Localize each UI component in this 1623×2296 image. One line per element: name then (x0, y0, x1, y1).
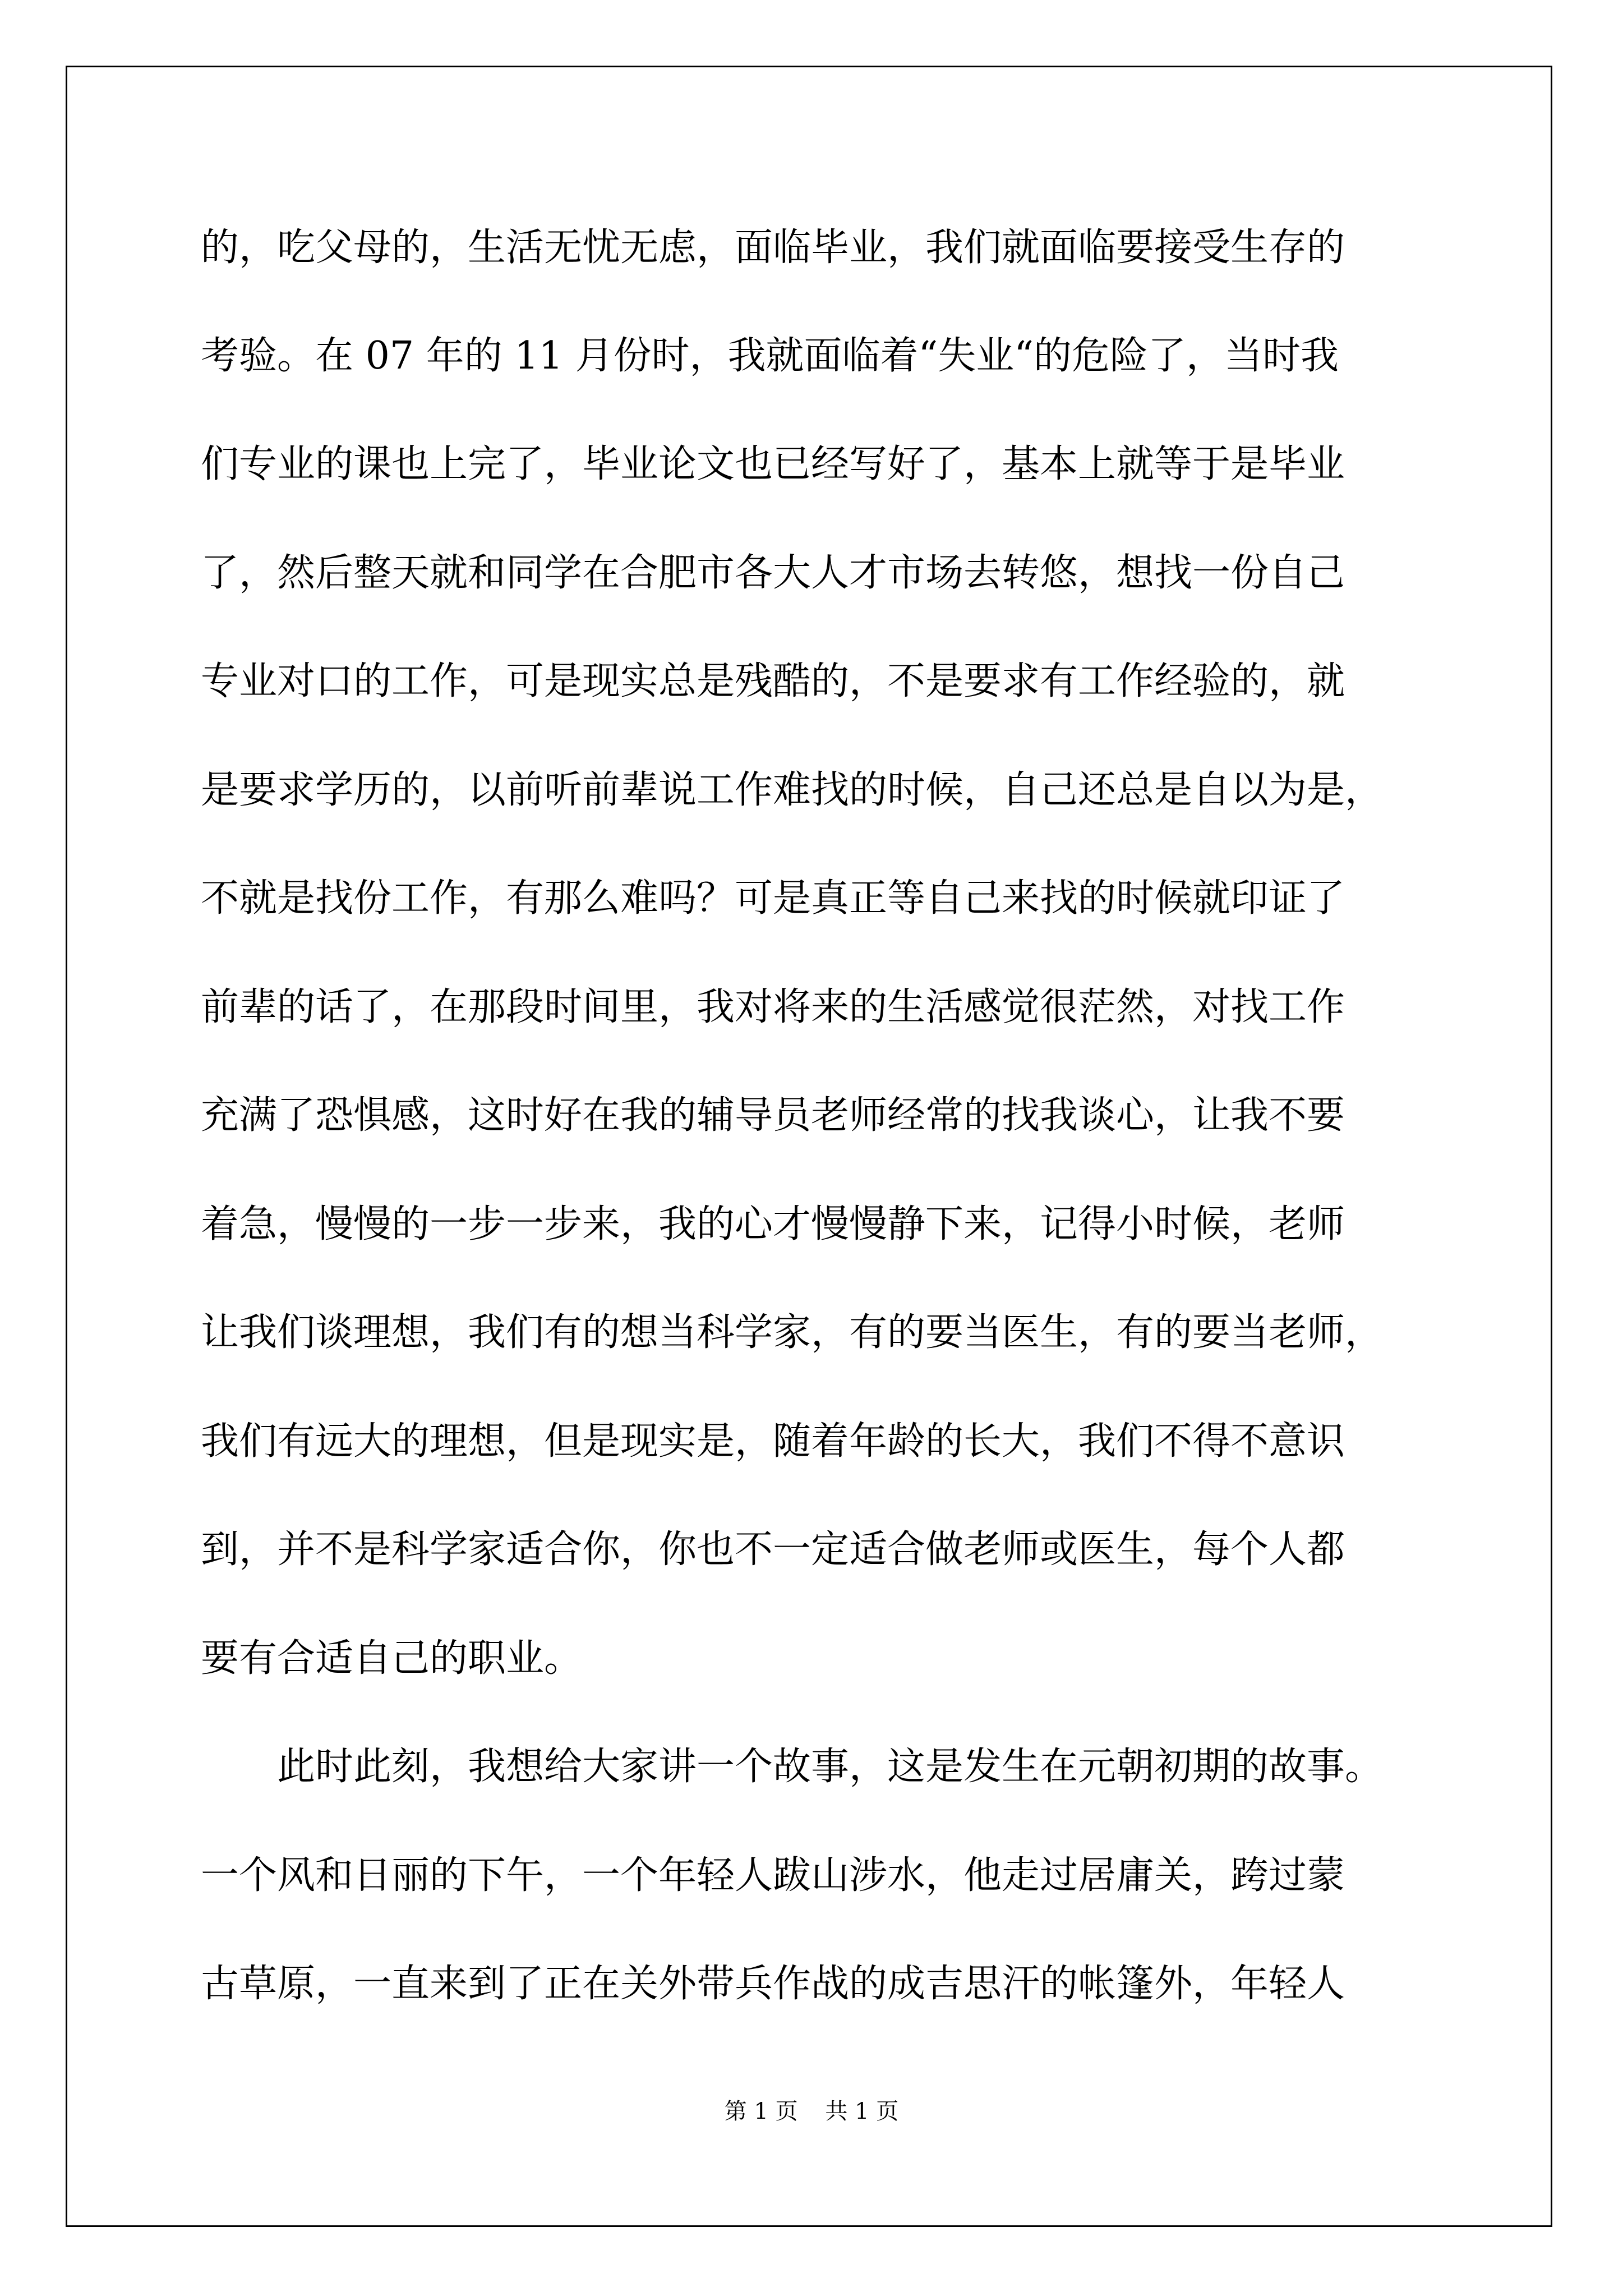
text-line: 要有合适自己的职业。 (201, 1636, 583, 1681)
text-line: 们专业的课也上完了，毕业论文也已经写好了，基本上就等于是毕业 (201, 442, 1345, 486)
text-line: 考验。在 07 年的 11 月份时，我就面临着“失业“的危险了，当时我 (201, 334, 1339, 378)
text-line: 古草原，一直来到了正在关外带兵作战的成吉思汗的帐篷外，年轻人 (201, 1962, 1345, 2006)
text-line: 了，然后整天就和同学在合肥市各大人才市场去转悠，想找一份自己 (201, 551, 1345, 595)
text-line: 的，吃父母的，生活无忧无虑，面临毕业，我们就面临要接受生存的 (201, 226, 1345, 270)
text-line: 到，并不是科学家适合你，你也不一定适合做老师或医生，每个人都 (201, 1527, 1345, 1572)
text-line: 着急，慢慢的一步一步来，我的心才慢慢静下来，记得小时候，老师 (201, 1202, 1345, 1246)
text-line: 让我们谈理想，我们有的想当科学家，有的要当医生，有的要当老师， (201, 1310, 1384, 1355)
text-line: 是要求学历的，以前听前辈说工作难找的时候，自己还总是自以为是， (201, 768, 1384, 812)
text-line: 前辈的话了，在那段时间里，我对将来的生活感觉很茫然，对找工作 (201, 985, 1345, 1029)
page-border (66, 66, 1552, 2227)
text-line: 充满了恐惧感，这时好在我的辅导员老师经常的找我谈心，让我不要 (201, 1093, 1345, 1138)
page-total: 共 1 页 (825, 2099, 899, 2124)
text-line: 专业对口的工作，可是现实总是残酷的，不是要求有工作经验的，就 (201, 659, 1345, 703)
text-line: 此时此刻，我想给大家讲一个故事，这是发生在元朝初期的故事。 (201, 1745, 1384, 1789)
text-line: 不就是找份工作，有那么难吗？可是真正等自己来找的时候就印证了 (201, 876, 1345, 921)
page-number: 第 1 页 (724, 2099, 798, 2124)
text-line: 我们有远大的理想，但是现实是，随着年龄的长大，我们不得不意识 (201, 1419, 1345, 1464)
text-line: 一个风和日丽的下午，一个年轻人跋山涉水，他走过居庸关，跨过蒙 (201, 1853, 1345, 1898)
page-footer (0, 2093, 1623, 2125)
